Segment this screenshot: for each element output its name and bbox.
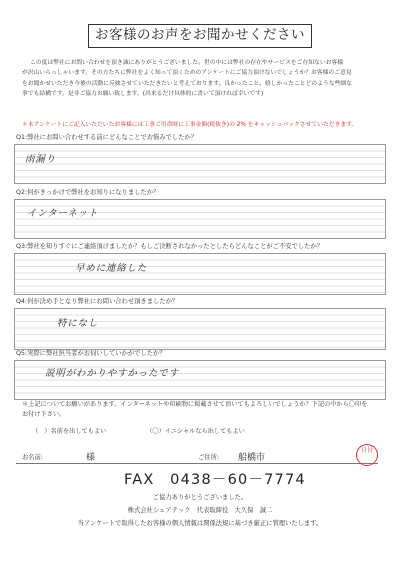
name-address-row [16, 450, 378, 464]
date-stamp: 日付 [356, 444, 378, 466]
question-1-answer: 雨漏り [25, 154, 56, 165]
thanks-text: ご協力ありがとうございました。 [152, 494, 248, 501]
intro-text [22, 58, 382, 100]
name-field[interactable]: 様 [86, 453, 96, 463]
consent-request [22, 400, 382, 420]
question-1-label: Q1:弊社にお問い合わせする前にどんなことでお悩みでしたか？ [16, 134, 198, 141]
question-2-answer: インターネット [27, 208, 99, 219]
question-5-answer-box[interactable] [14, 360, 386, 400]
name-label: お名前: [22, 454, 44, 461]
consent-line: お付け下さい。 [22, 411, 66, 418]
option-show-initials[interactable]: （〇）イニシャルなら出してもよい [146, 428, 245, 435]
question-2-label: Q2:何がきっかけで弊社をお知りになりましたか？ [16, 189, 160, 196]
privacy-notice: 当アンケートで取得したお客様の個人情報は関係法規に基づき厳正に管理いたします。 [77, 520, 323, 527]
cashback-notice: ＊本アンケートにご記入いただいたお客様には工事ご用命時に工事金額(税抜き)の 2% をキャッシュバックさせていただきます。 [22, 122, 358, 128]
question-2-answer-box[interactable] [14, 199, 386, 239]
page-title: お客様のお声をお聞かせください [88, 24, 312, 48]
question-4-label: Q4:何が決め手となり弊社にお問い合わせ頂きましたか？ [16, 298, 179, 305]
company-info: 株式会社シェアテック 代表取締役 大久保 誠二 [127, 507, 273, 514]
question-3-label: Q3:弊社を知りすぐにご連絡頂けましたか？もしご決断されなかったとしたらどんなことがご不安でしたか？ [16, 243, 324, 250]
option-show-name[interactable]: （ ）名前を出してもよい [32, 428, 107, 435]
address-label: ご住所: [198, 454, 220, 461]
question-3-answer-box[interactable] [14, 253, 386, 295]
question-1-answer-box[interactable] [14, 144, 386, 184]
question-4-answer-box[interactable] [14, 308, 386, 350]
intro-line: 事でも結構です。是非ご協力お願い致します。(出来るだけ具体的に書いて頂ければ幸いです) [22, 91, 264, 98]
consent-line: ＊上記についてお願いがあります。インターネットや印刷物に掲載させて頂いてもよろしいでしょうか？下記の中から〇印を [22, 401, 368, 408]
intro-line: が沢山いらっしゃいます。その方たちに弊社をよく知って頂くためのアンケートにご協力頂けないでしょうか？お客様のご意見 [22, 70, 352, 77]
intro-line: この度は弊社にお問い合わせを頂き誠にありがとうございました。世の中には弊社の存在やサービスをご存知ないお客様 [30, 60, 344, 66]
consent-options [32, 427, 283, 436]
question-5-answer: 説明がわかりやすかったです [45, 368, 179, 379]
address-field[interactable]: 船橋市 [238, 453, 266, 463]
intro-line: をお聞かせいただき今後の活動に反映させていただきたいと考えております。良かったこと、嬉しかったことどのような些細な [22, 80, 352, 87]
question-5-label: Q5:実際に弊社担当者がお伺いしていかがでしたか？ [16, 350, 166, 357]
question-3-answer: 早めに連絡した [75, 263, 148, 274]
question-4-answer: 特になし [57, 318, 99, 329]
fax-number: FAX 0438－60－7774 [124, 472, 306, 488]
